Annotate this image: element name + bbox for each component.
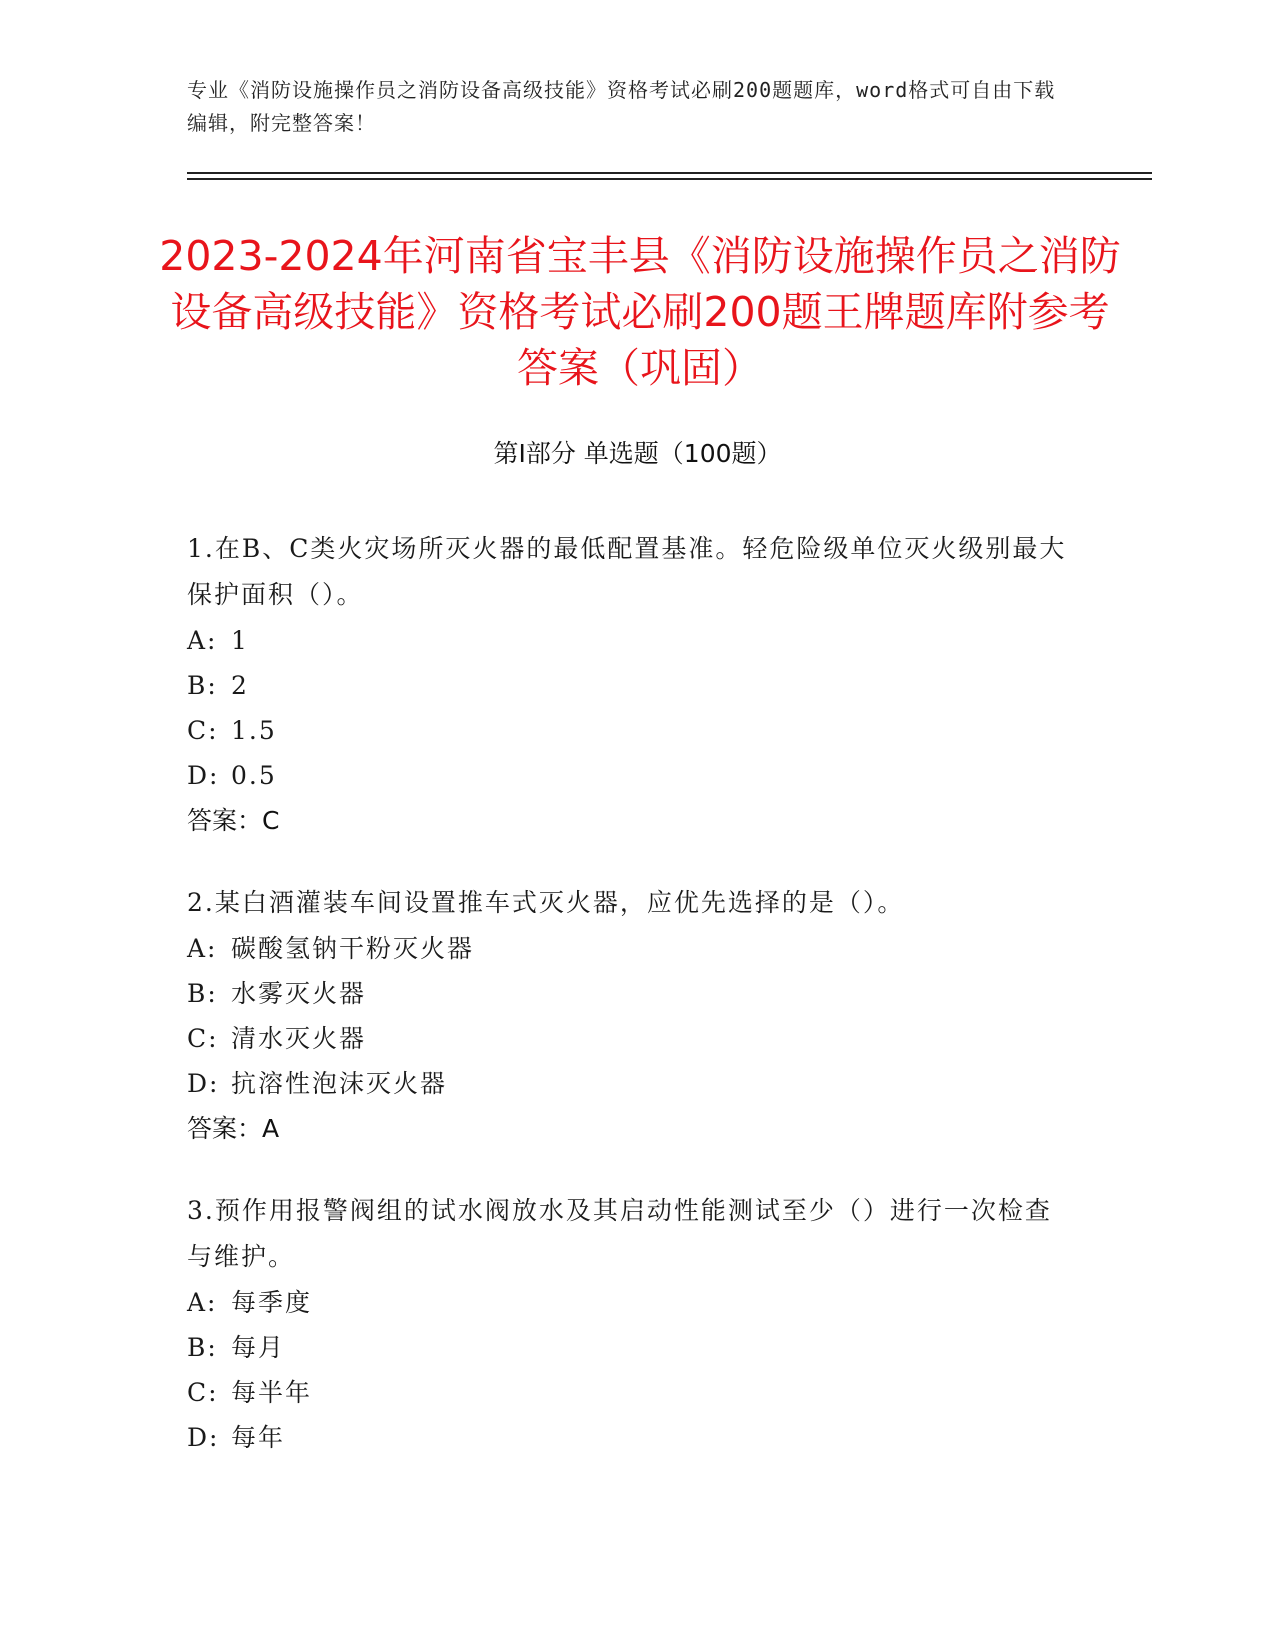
document-title: 2023-2024年河南省宝丰县《消防设施操作员之消防设备高级技能》资格考试必刷200题王牌题库附参考答案（巩固） (159, 232, 1121, 392)
option-a (187, 926, 1067, 971)
question-stem: 3.预作用报警阀组的试水阀放水及其启动性能测试至少（）进行一次检查与维护。 (187, 1196, 1052, 1271)
question-stem: 1.在B、C类火灾场所灭火器的最低配置基准。轻危险级单位灭火级别最大保护面积（）。 (187, 534, 1067, 609)
option-key: D: (187, 761, 220, 790)
option-key: A: (187, 1288, 218, 1317)
option-text: 每半年 (231, 1378, 313, 1407)
option-text: 抗溶性泡沫灭火器 (231, 1069, 448, 1098)
header-divider-top (187, 172, 1152, 174)
question-2 (187, 880, 1067, 1152)
option-key: B: (187, 979, 218, 1008)
option-key: A: (187, 934, 218, 963)
option-text: 1 (231, 626, 249, 655)
option-key: B: (187, 1333, 218, 1362)
question-list (187, 526, 1067, 1496)
option-text: 清水灭火器 (231, 1024, 367, 1053)
option-key: C: (187, 1024, 219, 1053)
option-c (187, 1016, 1067, 1061)
option-text: 每年 (231, 1423, 286, 1452)
header-note: 专业《消防设施操作员之消防设备高级技能》资格考试必刷200题题库，word格式可自由下载编辑，附完整答案！ (187, 78, 1056, 135)
question-1 (187, 526, 1067, 844)
option-text: 每月 (231, 1333, 286, 1362)
option-c (187, 1370, 1067, 1415)
option-b (187, 971, 1067, 1016)
option-key: D: (187, 1069, 220, 1098)
option-text: 0.5 (231, 761, 277, 790)
option-a (187, 618, 1067, 663)
option-text: 1.5 (231, 716, 277, 745)
option-d (187, 1061, 1067, 1106)
option-key: D: (187, 1423, 220, 1452)
option-b (187, 663, 1067, 708)
option-d (187, 1415, 1067, 1460)
section-heading: 第Ⅰ部分 单选题（100题） (493, 439, 782, 468)
option-d (187, 753, 1067, 798)
option-key: C: (187, 1378, 219, 1407)
option-text: 水雾灭火器 (231, 979, 367, 1008)
option-c (187, 708, 1067, 753)
option-key: B: (187, 671, 218, 700)
answer-line: 答案：C (187, 806, 280, 835)
option-text: 每季度 (231, 1288, 313, 1317)
option-key: A: (187, 626, 218, 655)
answer-line: 答案：A (187, 1114, 280, 1143)
question-3 (187, 1188, 1067, 1460)
option-a (187, 1280, 1067, 1325)
option-b (187, 1325, 1067, 1370)
option-text: 碳酸氢钠干粉灭火器 (231, 934, 475, 963)
question-stem: 2.某白酒灌装车间设置推车式灭火器，应优先选择的是（）。 (187, 888, 905, 917)
header-divider-bottom (187, 178, 1152, 180)
option-key: C: (187, 716, 219, 745)
option-text: 2 (231, 671, 249, 700)
